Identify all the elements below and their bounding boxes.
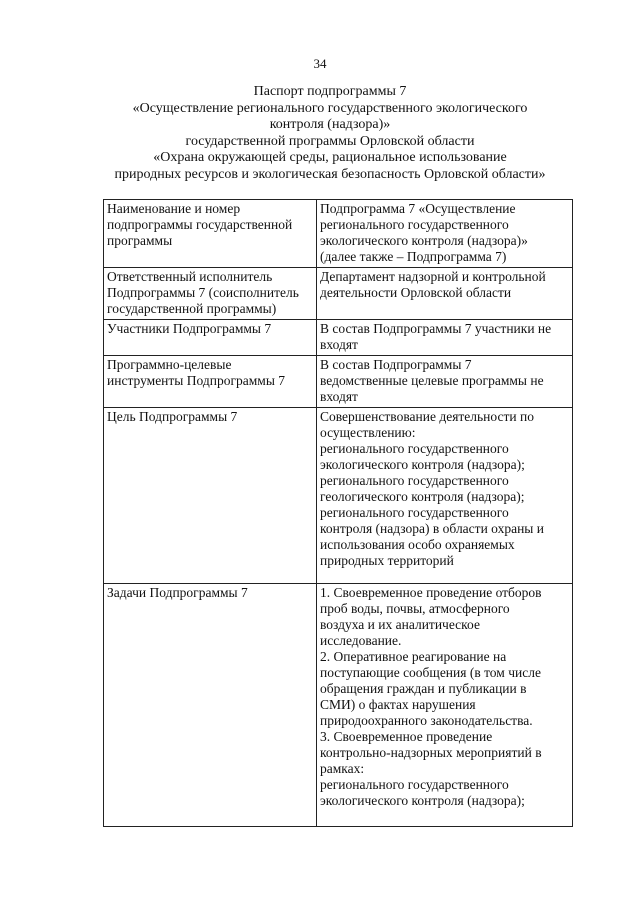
value-line: осуществлению: <box>320 425 416 440</box>
value-line: регионального государственного <box>320 473 509 488</box>
label-line: инструменты Подпрограммы 7 <box>107 373 286 388</box>
label-line: Программно-целевые <box>107 357 232 372</box>
value-line: 3. Своевременное проведение <box>320 729 493 744</box>
title-line: Паспорт подпрограммы 7 <box>253 84 407 99</box>
row-value-cell <box>317 408 573 584</box>
title-line: природных ресурсов и экологическая безопасность Орловской области» <box>114 166 546 182</box>
row-value-cell <box>317 320 573 356</box>
value-line: регионального государственного <box>320 505 509 520</box>
value-line: 1. Своевременное проведение отборов <box>320 585 542 600</box>
value-line: В состав Подпрограммы 7 <box>320 357 472 372</box>
value-line: 2. Оперативное реагирование на <box>320 649 507 664</box>
value-line: исследование. <box>320 633 402 648</box>
value-line: регионального государственного <box>320 217 509 232</box>
row-value-cell <box>317 268 573 320</box>
value-line: рамках: <box>320 761 365 776</box>
value-line: проб воды, почвы, атмосферного <box>320 601 510 616</box>
value-line: экологического контроля (надзора)» <box>320 233 528 248</box>
table-row-program-instruments <box>104 356 573 408</box>
title-line: «Осуществление регионального государственного экологического <box>132 100 528 116</box>
label-line: Подпрограммы 7 (соисполнитель <box>107 285 299 300</box>
value-line: входят <box>320 337 358 352</box>
subprogram-passport-title <box>60 84 600 183</box>
row-label-cell <box>104 320 317 356</box>
row-label-cell <box>104 200 317 268</box>
row-label-cell <box>104 408 317 584</box>
value-line: экологического контроля (надзора); <box>320 793 525 808</box>
title-line: «Охрана окружающей среды, рациональное использование <box>153 150 507 165</box>
value-line: геологического контроля (надзора); <box>320 489 525 504</box>
label-line: Задачи Подпрограммы 7 <box>107 585 248 600</box>
row-label-cell <box>104 268 317 320</box>
value-line: ведомственные целевые программы не <box>320 373 544 388</box>
value-line: обращения граждан и публикации в <box>320 681 527 696</box>
value-line: регионального государственного <box>320 441 509 456</box>
value-line: Подпрограмма 7 «Осуществление <box>320 201 516 216</box>
row-label-cell <box>104 356 317 408</box>
label-line: программы <box>107 233 173 248</box>
label-line: Участники Подпрограммы 7 <box>107 321 272 336</box>
table-row-tasks <box>104 584 573 827</box>
label-line: Ответственный исполнитель <box>107 269 273 284</box>
label-line: подпрограммы государственной <box>107 217 293 232</box>
table-row-responsible-executor <box>104 268 573 320</box>
value-line: воздуха и их аналитическое <box>320 617 480 632</box>
label-line: Цель Подпрограммы 7 <box>107 409 238 424</box>
value-line: природных территорий <box>320 553 454 568</box>
label-line: государственной программы) <box>107 301 277 316</box>
value-line: природоохранного законодательства. <box>320 713 533 728</box>
row-value-cell <box>317 200 573 268</box>
row-label-cell <box>104 584 317 827</box>
table-row-goal <box>104 408 573 584</box>
table-row-participants <box>104 320 573 356</box>
value-line: регионального государственного <box>320 777 509 792</box>
table-row-subprogram-name <box>104 200 573 268</box>
title-line: контроля (надзора)» <box>269 117 391 132</box>
value-line: Совершенствование деятельности по <box>320 409 534 424</box>
value-line: экологического контроля (надзора); <box>320 457 525 472</box>
value-line: В состав Подпрограммы 7 участники не <box>320 321 552 336</box>
title-line: государственной программы Орловской области <box>185 133 475 149</box>
value-line: контрольно-надзорных мероприятий в <box>320 745 542 760</box>
value-line: (далее также – Подпрограмма 7) <box>320 249 507 264</box>
value-line: входят <box>320 389 358 404</box>
label-line: Наименование и номер <box>107 201 241 216</box>
value-line: Департамент надзорной и контрольной <box>320 269 546 284</box>
value-line: СМИ) о фактах нарушения <box>320 697 476 712</box>
value-line: поступающие сообщения (в том числе <box>320 665 541 680</box>
value-line: контроля (надзора) в области охраны и <box>320 521 544 536</box>
row-value-cell <box>317 584 573 827</box>
value-line: использования особо охраняемых <box>320 537 515 552</box>
passport-table <box>103 199 573 827</box>
page-number: 34 <box>313 56 327 71</box>
value-line: деятельности Орловской области <box>320 285 512 300</box>
row-value-cell <box>317 356 573 408</box>
